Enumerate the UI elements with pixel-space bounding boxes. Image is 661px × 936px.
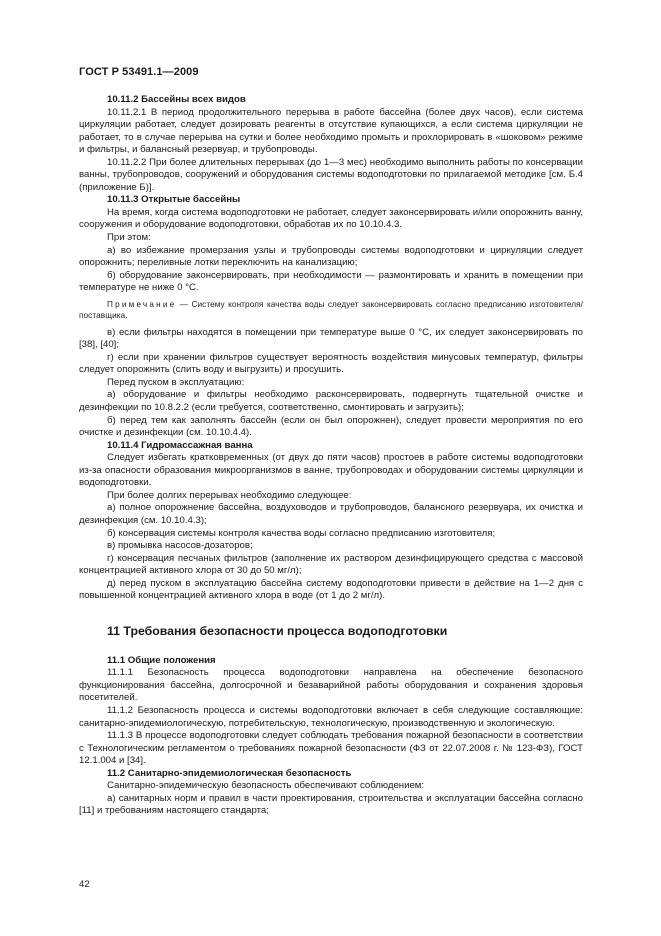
list-item-open-a: а) во избежание промерзания узлы и трубопроводы системы водоподготовки и циркуляции следует опорожнить; переливные лотки переключить на канализацию; bbox=[79, 244, 583, 269]
list-item-hydro-v: в) промывка насосов-дозаторов; bbox=[107, 540, 253, 552]
paragraph-open-pools-intro: При этом: bbox=[107, 232, 151, 244]
note-label: Примечание bbox=[107, 299, 177, 309]
list-item-start-b: б) перед тем как заполнять бассейн (если он был опорожнен), следует провести мероприятия по его очистке и дезинфекции (см. 10.10.4.4). bbox=[79, 414, 583, 439]
paragraph-hydro-1: Следует избегать кратковременных (от двух до пяти часов) простоев в работе системы водоподготовки из-за опасности образования микроорганизмов в ванне, трубопроводах и оборудовании системы циркуляции и водоподготовки. bbox=[79, 452, 583, 489]
paragraph-11-1-1: 11.1.1 Безопасность процесса водоподготовки направлена на обеспечение безопасного функционирования бассейна, долгосрочной и безаварийной работы оборудования и сохранения здоровья посетителей. bbox=[79, 667, 583, 704]
list-item-hydro-b: б) консервация системы контроля качества воды согласно предписанию изготовителя; bbox=[107, 527, 496, 539]
paragraph-11-1-2: 11.1.2 Безопасность процесса и системы водоподготовки включает в себя следующие составляющие: санитарно-эпидемиологическую, потребительскую, технологическую, производственную и экологическую. bbox=[79, 704, 583, 729]
paragraph-open-pools: На время, когда система водоподготовки не работает, следует законсервировать и/или опорожнить ванну, сооружения и оборудование водоподготовки, обработав их по 10.10.4.3. bbox=[79, 206, 583, 231]
heading-10-11-3: 10.11.3 Открытые бассейны bbox=[107, 194, 241, 206]
note-paragraph bbox=[79, 299, 583, 322]
heading-10-11-4: 10.11.4 Гидромассажная ванна bbox=[107, 439, 253, 451]
page-number: 42 bbox=[79, 879, 90, 890]
list-item-open-b: б) оборудование законсервировать, при необходимости — размонтировать и хранить в помещении при температуре не ниже 0 °С. bbox=[79, 269, 583, 294]
list-item-11-2-a: а) санитарных норм и правил в части проектирования, строительства и эксплуатации бассейна согласно [11] и требованиям настоящего стандарта; bbox=[79, 792, 583, 817]
heading-11-1: 11.1 Общие положения bbox=[107, 654, 216, 666]
standard-header: ГОСТ Р 53491.1—2009 bbox=[79, 66, 199, 78]
heading-10-11-2: 10.11.2 Бассейны всех видов bbox=[107, 94, 246, 105]
paragraph-10-11-2-1: 10.11.2.1 В период продолжительного перерыва в работе бассейна (более двух часов), если система циркуляции работает, следует дозировать реагенты в отсутствие купающихся, а если система циркуляции не работает, то в случае перерыва на сутки и более необходимо промыть и прохлорировать в «шоковом» режиме и фильтры, и балансный резервуар, и трубопроводы. bbox=[79, 106, 583, 156]
paragraph-10-11-2-2: 10.11.2.2 При более длительных перерывах (до 1—3 мес) необходимо выполнить работы по консервации ванны, трубопроводов, сооружений и оборудования системы водоподготовки по прилагаемой методике [см. Б.4 (приложение Б)]. bbox=[79, 156, 583, 193]
paragraph-before-start: Перед пуском в эксплуатацию: bbox=[107, 376, 245, 388]
heading-11-2: 11.2 Санитарно-эпидемиологическая безопасность bbox=[107, 767, 352, 779]
paragraph-11-1-3: 11.1.3 В процессе водоподготовки следует соблюдать требования пожарной безопасности в соответствии с Технологическим регламентом о требованиях пожарной безопасности (ФЗ от 22.07.2008 г. № 123-ФЗ), ГОСТ 12.1.004 и [34]. bbox=[79, 730, 583, 767]
list-item-hydro-a: а) полное опорожнение бассейна, воздуховодов и трубопроводов, балансного резервуара, их очистка и дезинфекция (см. 10.10.4.3); bbox=[79, 502, 583, 526]
list-item-hydro-d: д) перед пуском в эксплуатацию бассейна систему водоподготовки привести в действие на 1—2 дня с повышенной концентрацией активного хлора в воде (от 1 до 2 мг/л). bbox=[79, 577, 583, 602]
paragraph-11-2-intro: Санитарно-эпидемическую безопасность обеспечивают соблюдением: bbox=[107, 780, 425, 792]
list-item-open-g: г) если при хранении фильтров существует вероятность воздействия минусовых температур, фильтры следует опорожнить (слить воду и выгрузить) и просушить. bbox=[79, 351, 583, 376]
document-body bbox=[79, 94, 583, 818]
section-heading-11: 11 Требования безопасности процесса водоподготовки bbox=[107, 623, 448, 638]
list-item-start-a: а) оборудование и фильтры необходимо расконсервировать, подвергнуть тщательной очистке и дезинфекции по 10.8.2.2 (если требуется, соответственно, смонтировать и загрузить); bbox=[79, 389, 583, 414]
note-text: — Систему контроля качества воды следует законсервировать согласно предписанию изготовителя/поставщика. bbox=[79, 299, 583, 321]
paragraph-hydro-2: При более долгих перерывах необходимо следующее: bbox=[107, 489, 352, 501]
list-item-hydro-g: г) консервация песчаных фильтров (заполнение их раствором дезинфицирующего средства с массовой концентрацией активного хлора от 30 до 50 мг/л); bbox=[79, 552, 583, 577]
list-item-open-v: в) если фильтры находятся в помещении при температуре выше 0 °С, их следует законсервировать по [38], [40]; bbox=[79, 326, 583, 351]
